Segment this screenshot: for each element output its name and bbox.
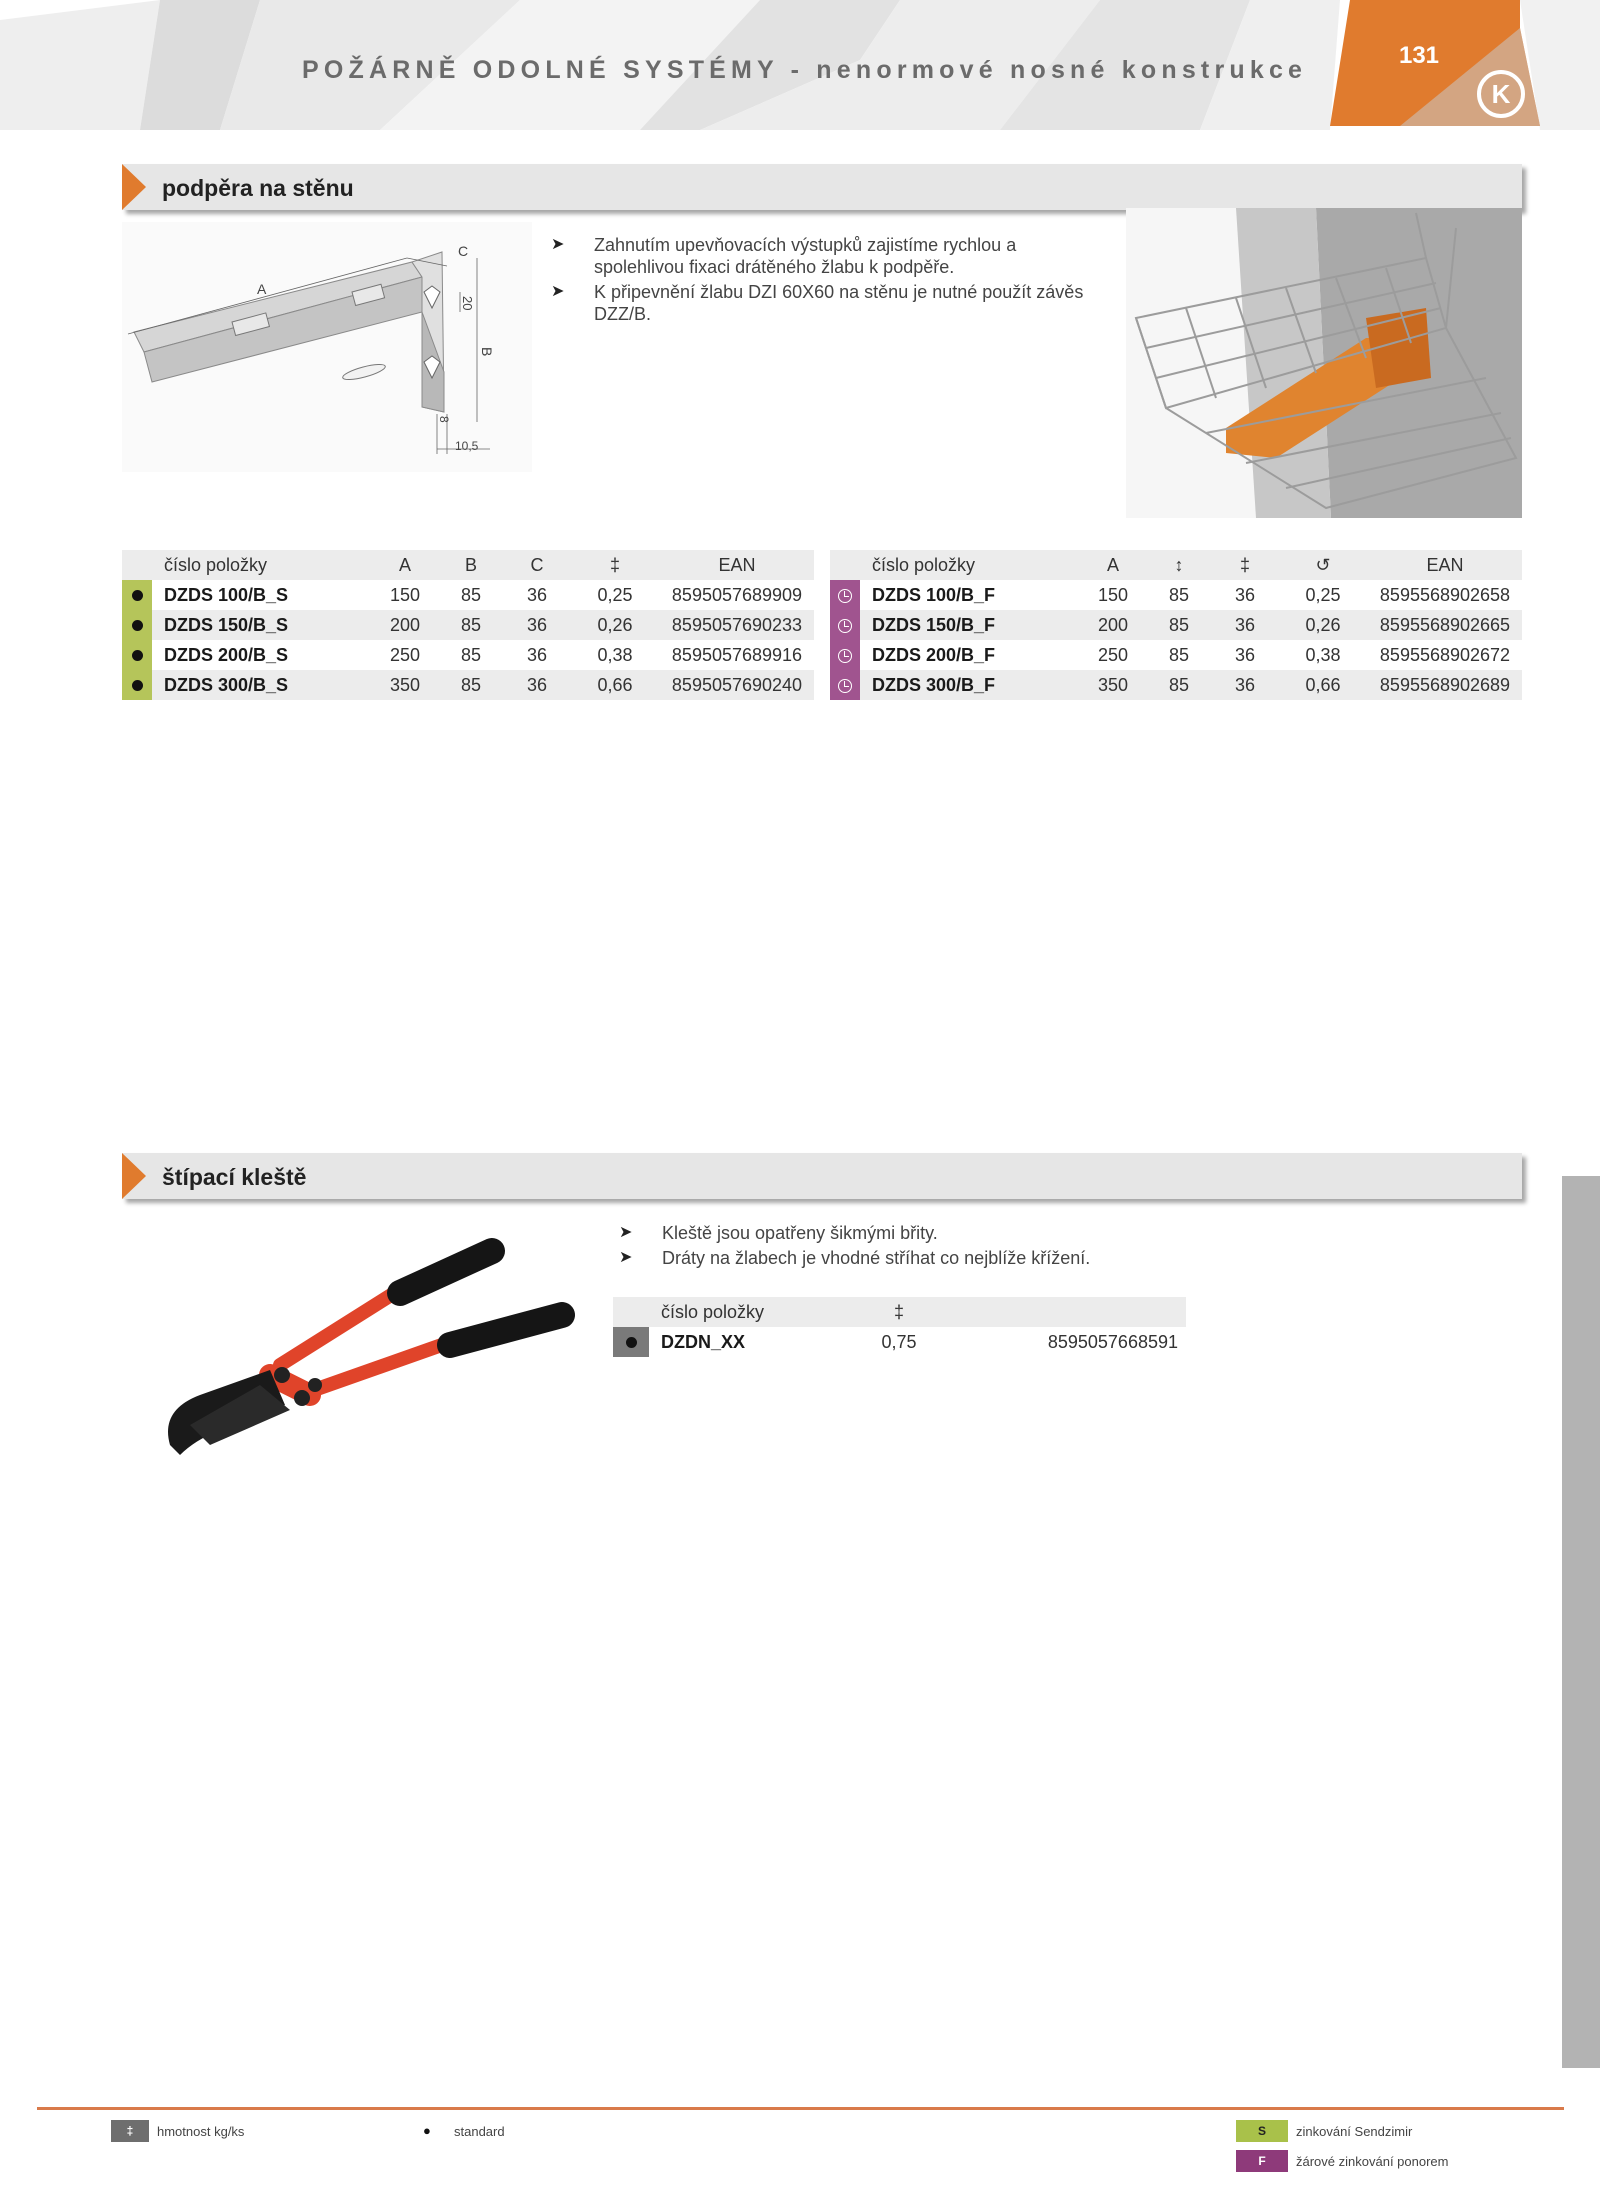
standard-dot-icon <box>132 590 143 601</box>
list-item: ➤ Kleště jsou opatřeny šikmými břity. <box>619 1223 938 1243</box>
section-title: štípací kleště <box>162 1164 307 1190</box>
footer-divider <box>37 2107 1564 2110</box>
standard-dot-icon <box>132 650 143 661</box>
column-header: ↺ <box>1278 550 1368 580</box>
table-row: DZDS 150/B_S 200 85 36 0,26 8595057690233 <box>122 610 814 640</box>
table-row: DZDS 100/B_S 150 85 36 0,25 8595057689909 <box>122 580 814 610</box>
standard-dot-icon <box>132 680 143 691</box>
bracket-table-sendzimir <box>122 550 814 700</box>
table-row: DZDS 150/B_F 200 85 36 0,26 8595568902665 <box>830 610 1522 640</box>
column-header <box>959 1297 1186 1327</box>
legend-standard-dot-icon: ● <box>423 2123 431 2138</box>
logo-letter: K <box>1491 79 1511 109</box>
column-header: EAN <box>1368 550 1522 580</box>
legend-hotdip-symbol: F <box>1236 2150 1288 2172</box>
bracket-table-hot-dip <box>830 550 1522 700</box>
list-item: ➤ Dráty na žlabech je vhodné stříhat co nejblíže křížení. <box>619 1248 1091 1268</box>
bracket-features-list <box>551 234 1111 328</box>
list-item: ➤ Zahnutím upevňovacích výstupků zajistíme rychlou a spolehlivou fixaci drátěného žlabu k podpěře. <box>551 235 1017 277</box>
section-title: podpěra na stěnu <box>162 175 354 201</box>
arrow-bullet-icon: ➤ <box>619 1249 633 1266</box>
dim-8-label: 8 <box>437 416 451 423</box>
standard-dot-icon <box>626 1337 637 1348</box>
table-row: DZDS 200/B_F 250 85 36 0,38 8595568902672 <box>830 640 1522 670</box>
dim-a-label: A <box>257 281 267 297</box>
table-row: DZDN_XX 0,75 8595057668591 <box>613 1327 1186 1357</box>
bolt-cutter-photo <box>150 1235 580 1470</box>
column-header: C <box>504 550 570 580</box>
clock-icon <box>838 649 852 663</box>
legend-weight-text: hmotnost kg/ks <box>157 2124 245 2139</box>
dim-20-label: 20 <box>460 296 475 311</box>
table-row: DZDS 300/B_S 350 85 36 0,66 8595057690240 <box>122 670 814 700</box>
column-header: ↕ <box>1146 550 1212 580</box>
column-header: B <box>438 550 504 580</box>
column-header: ‡ <box>839 1297 959 1327</box>
section-arrow-icon <box>122 1153 146 1199</box>
table-row: DZDS 100/B_F 150 85 36 0,25 8595568902658 <box>830 580 1522 610</box>
legend-weight-symbol: ‡ <box>111 2120 149 2142</box>
table-row: DZDS 200/B_S 250 85 36 0,38 8595057689916 <box>122 640 814 670</box>
legend-hotdip-text: žárové zinkování ponorem <box>1296 2154 1449 2169</box>
column-header: EAN <box>660 550 814 580</box>
column-header: číslo položky <box>152 550 372 580</box>
section-header-cutter <box>122 1153 1522 1199</box>
dim-105-label: 10,5 <box>455 439 479 453</box>
legend-sendzimir-text: zinkování Sendzimir <box>1296 2124 1413 2139</box>
column-header: ‡ <box>1212 550 1278 580</box>
table-header-row <box>122 550 814 580</box>
bracket-photo <box>1126 208 1522 518</box>
clock-icon <box>838 619 852 633</box>
header-title: POŽÁRNĚ ODOLNÉ SYSTÉMY - nenormové nosné konstrukce <box>302 56 1308 84</box>
section-arrow-icon <box>122 164 146 210</box>
legend-standard-text: standard <box>454 2124 505 2139</box>
dim-b-label: B <box>479 347 495 357</box>
list-item: ➤ K připevnění žlabu DZI 60X60 na stěnu je nutné použít závěs DZZ/B. <box>551 282 1084 324</box>
column-header: A <box>372 550 438 580</box>
column-header: číslo položky <box>649 1297 839 1327</box>
clock-icon <box>838 679 852 693</box>
table-header-row <box>830 550 1522 580</box>
table-header-row <box>613 1297 1186 1327</box>
chapter-side-tab <box>1562 1176 1600 2068</box>
clock-icon <box>838 589 852 603</box>
dim-c-label: C <box>458 243 469 259</box>
column-header: číslo položky <box>860 550 1080 580</box>
bracket-drawing <box>122 222 532 472</box>
arrow-bullet-icon: ➤ <box>551 236 565 253</box>
legend-sendzimir-symbol: S <box>1236 2120 1288 2142</box>
column-header: A <box>1080 550 1146 580</box>
cutter-features-list <box>619 1222 1319 1272</box>
company-logo-icon <box>1475 68 1527 120</box>
page-number: 131 <box>1398 42 1440 69</box>
arrow-bullet-icon: ➤ <box>551 283 565 300</box>
section-header-wall-bracket <box>122 164 1522 210</box>
standard-dot-icon <box>132 620 143 631</box>
cutter-table <box>613 1297 1186 1357</box>
column-header: ‡ <box>570 550 660 580</box>
table-row: DZDS 300/B_F 350 85 36 0,66 8595568902689 <box>830 670 1522 700</box>
arrow-bullet-icon: ➤ <box>619 1224 633 1241</box>
